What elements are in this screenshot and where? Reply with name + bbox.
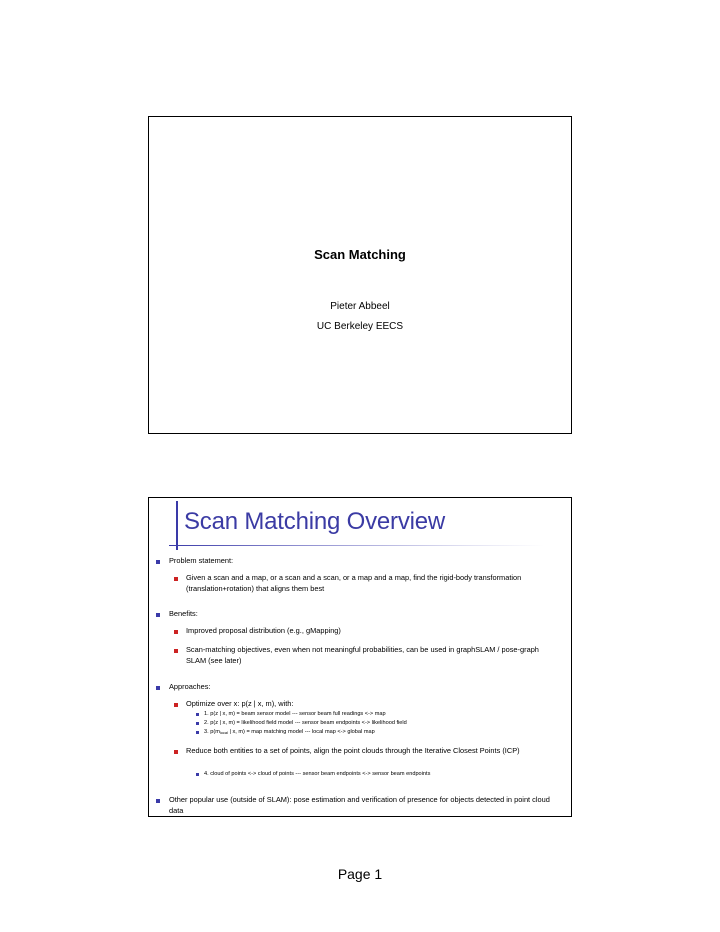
- title-accent-vertical-line: [176, 501, 178, 550]
- square-bullet-icon: [196, 713, 199, 716]
- bullet-benefit-2: Scan-matching objectives, even when not meaningful probabilities, can be used in graphSLAM / pose-graph SLAM (see later): [186, 645, 561, 666]
- bullet-approach-1: Optimize over x: p(z | x, m), with:: [186, 699, 561, 710]
- square-bullet-icon: [174, 703, 178, 707]
- page-number: Page 1: [337, 866, 383, 882]
- square-bullet-icon: [196, 773, 199, 776]
- bullet-other-use: Other popular use (outside of SLAM): pose estimation and verification of presence for objects detected in point cloud data: [169, 795, 559, 816]
- slide-overview: [148, 497, 572, 817]
- bullet-problem-statement: Problem statement:: [169, 556, 559, 567]
- bullet-approach-1-sub-2: 2. p(z | x, m) = likelihood field model --- sensor beam endpoints <-> likelihood field: [204, 719, 554, 727]
- bullet-benefit-1: Improved proposal distribution (e.g., gMapping): [186, 626, 561, 637]
- square-bullet-icon: [174, 630, 178, 634]
- square-bullet-icon: [174, 577, 178, 581]
- slide-title: [148, 116, 572, 434]
- bullet-approaches: Approaches:: [169, 682, 559, 693]
- slide-author: Pieter Abbeel: [330, 301, 390, 312]
- square-bullet-icon: [156, 686, 160, 690]
- square-bullet-icon: [174, 649, 178, 653]
- bullet-benefits: Benefits:: [169, 609, 559, 620]
- square-bullet-icon: [156, 613, 160, 617]
- bullet-approach-2-sub-1: 4. cloud of points <-> cloud of points --- sensor beam endpoints <-> sensor beam endpoints: [204, 770, 554, 778]
- square-bullet-icon: [156, 560, 160, 564]
- square-bullet-icon: [196, 731, 199, 734]
- bullet-approach-1-sub-1: 1. p(z | x, m) = beam sensor model --- sensor beam full readings <-> map: [204, 710, 554, 718]
- bullet-approach-2: Reduce both entities to a set of points, align the point clouds through the Iterative Closest Points (ICP): [186, 746, 561, 757]
- square-bullet-icon: [174, 750, 178, 754]
- square-bullet-icon: [156, 799, 160, 803]
- bullet-problem-detail: Given a scan and a map, or a scan and a scan, or a map and a map, find the rigid-body transformation (translation+rotation) that aligns them best: [186, 573, 561, 594]
- title-accent-horizontal-line: [169, 545, 544, 546]
- slide-affiliation: UC Berkeley EECS: [316, 321, 404, 332]
- square-bullet-icon: [196, 722, 199, 725]
- slide-title-heading: Scan Matching: [314, 247, 406, 262]
- bullet-approach-1-sub-3: 3. $p(m_{local}$ | x, m) = map matching model --- local map <-> global map: [204, 728, 554, 736]
- slide-overview-heading: Scan Matching Overview: [184, 508, 446, 535]
